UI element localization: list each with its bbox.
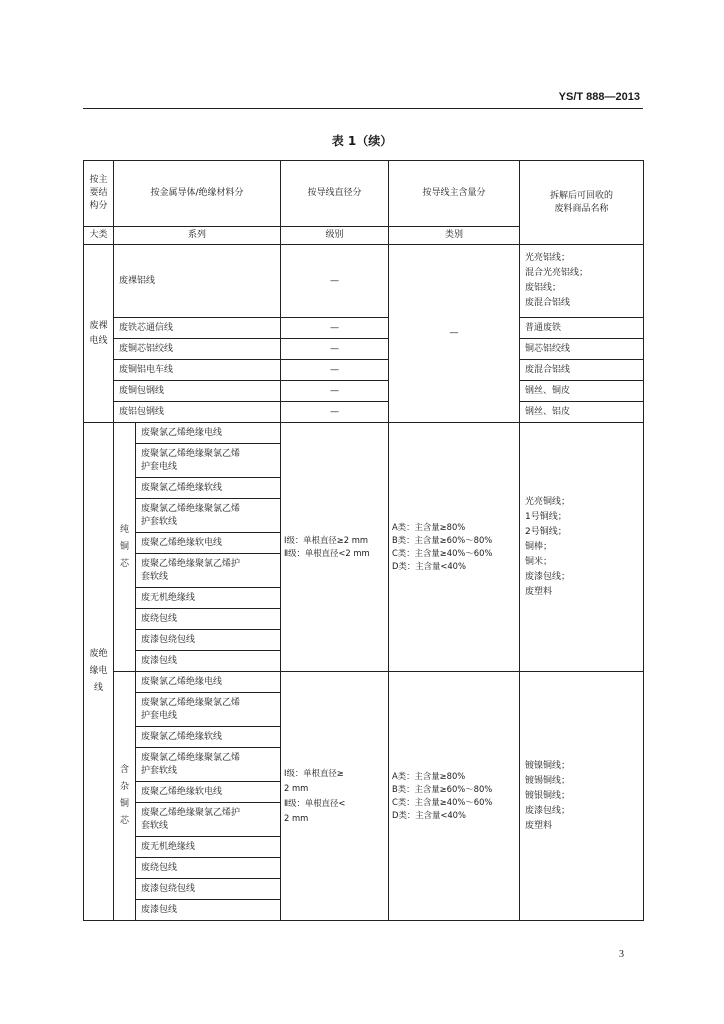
header-material: 按金属导体/绝缘材料分 <box>114 161 281 227</box>
mixed-series: 废漆包线 <box>136 900 281 921</box>
classification-table <box>83 160 644 921</box>
bare-grade: — <box>281 245 389 318</box>
bare-series: 废铁芯通信线 <box>114 318 281 339</box>
bare-series: 废铜芯铝绞线 <box>114 339 281 360</box>
bare-grade: — <box>281 381 389 402</box>
pure-series: 废聚氯乙烯绝缘软线 <box>136 478 281 499</box>
mixed-series: 废聚氯乙烯绝缘软线 <box>136 727 281 748</box>
pure-contents: A类：主含量≥80% B类：主含量≥60%～80% C类：主含量≥40%～60% D类：主含量<40% <box>389 423 520 672</box>
subheader-category: 大类 <box>84 227 114 245</box>
bare-grade: — <box>281 339 389 360</box>
mixed-series: 废聚氯乙烯绝缘电线 <box>136 672 281 693</box>
mixed-series: 废聚氯乙烯绝缘聚氯乙烯 护套软线 <box>136 748 281 782</box>
bare-grade: — <box>281 318 389 339</box>
header-structure: 按主 要结 构分 <box>84 161 114 227</box>
bare-names: 普通废铁 <box>520 318 644 339</box>
table-row <box>84 402 644 423</box>
mixed-series: 废聚乙烯绝缘软电线 <box>136 782 281 803</box>
header-content: 按导线主含量分 <box>389 161 520 227</box>
pure-series: 废聚氯乙烯绝缘聚氯乙烯 护套软线 <box>136 499 281 533</box>
pure-copper-label: 纯 铜 芯 <box>114 423 136 672</box>
pure-series: 废聚氯乙烯绝缘聚氯乙烯 护套电线 <box>136 444 281 478</box>
bare-grade: — <box>281 402 389 423</box>
insulated-category: 废绝 缘电 线 <box>84 423 114 921</box>
pure-series: 废聚氯乙烯绝缘电线 <box>136 423 281 444</box>
pure-names: 光亮铜线； 1号铜线； 2号铜线； 铜棒； 铜米； 废漆包线； 废塑料 <box>520 423 644 672</box>
table-row <box>84 423 644 444</box>
mixed-series: 废聚氯乙烯绝缘聚氯乙烯 护套电线 <box>136 693 281 727</box>
bare-category: 废裸 电线 <box>84 245 114 423</box>
table-row <box>84 339 644 360</box>
pure-series: 废漆包绕包线 <box>136 630 281 651</box>
table-title: 表 1（续） <box>331 134 393 148</box>
table-row <box>84 381 644 402</box>
bare-names: 钢丝、铝皮 <box>520 402 644 423</box>
bare-series: 废铜铝电车线 <box>114 360 281 381</box>
bare-names: 钢丝、铜皮 <box>520 381 644 402</box>
table-row <box>84 245 644 318</box>
standard-code: YS/T 888—2013 <box>558 91 640 103</box>
mixed-copper-label: 含 杂 铜 芯 <box>114 672 136 921</box>
pure-series: 废绕包线 <box>136 609 281 630</box>
header-recoverable-names: 拆解后可回收的 废料商品名称 <box>520 161 644 245</box>
bare-names: 铜芯铝绞线 <box>520 339 644 360</box>
table-row <box>84 672 644 693</box>
mixed-names: 镀镍铜线； 镀锡铜线； 镀银铜线； 废漆包线； 废塑料 <box>520 672 644 921</box>
bare-names: 光亮铝线； 混合光亮铝线； 废铝线； 废混合铝线 <box>520 245 644 318</box>
page-number: 3 <box>619 949 624 960</box>
bare-names: 废混合铝线 <box>520 360 644 381</box>
header-diameter: 按导线直径分 <box>281 161 389 227</box>
mixed-series: 废聚乙烯绝缘聚氯乙烯护 套软线 <box>136 803 281 837</box>
table-row <box>84 318 644 339</box>
bare-series: 废铜包钢线 <box>114 381 281 402</box>
mixed-contents: A类：主含量≥80% B类：主含量≥60%～80% C类：主含量≥40%～60% D类：主含量<40% <box>389 672 520 921</box>
mixed-series: 废漆包绕包线 <box>136 879 281 900</box>
subheader-type: 类别 <box>389 227 520 245</box>
bare-series: 废裸铝线 <box>114 245 281 318</box>
mixed-series: 废无机绝缘线 <box>136 837 281 858</box>
mixed-series: 废绕包线 <box>136 858 281 879</box>
bare-grade: — <box>281 360 389 381</box>
table-row <box>84 360 644 381</box>
pure-series: 废无机绝缘线 <box>136 588 281 609</box>
bare-series: 废铝包钢线 <box>114 402 281 423</box>
subheader-series: 系列 <box>114 227 281 245</box>
pure-series: 废聚乙烯绝缘软电线 <box>136 533 281 554</box>
mixed-grades: Ⅰ级：单根直径≥ 2 mm Ⅱ级：单根直径< 2 mm <box>281 672 389 921</box>
pure-series: 废漆包线 <box>136 651 281 672</box>
header-rule <box>83 108 643 109</box>
subheader-grade: 级别 <box>281 227 389 245</box>
pure-series: 废聚乙烯绝缘聚氯乙烯护 套软线 <box>136 554 281 588</box>
pure-grades: Ⅰ级：单根直径≥2 mm Ⅱ级：单根直径<2 mm <box>281 423 389 672</box>
bare-content: — <box>389 245 520 423</box>
